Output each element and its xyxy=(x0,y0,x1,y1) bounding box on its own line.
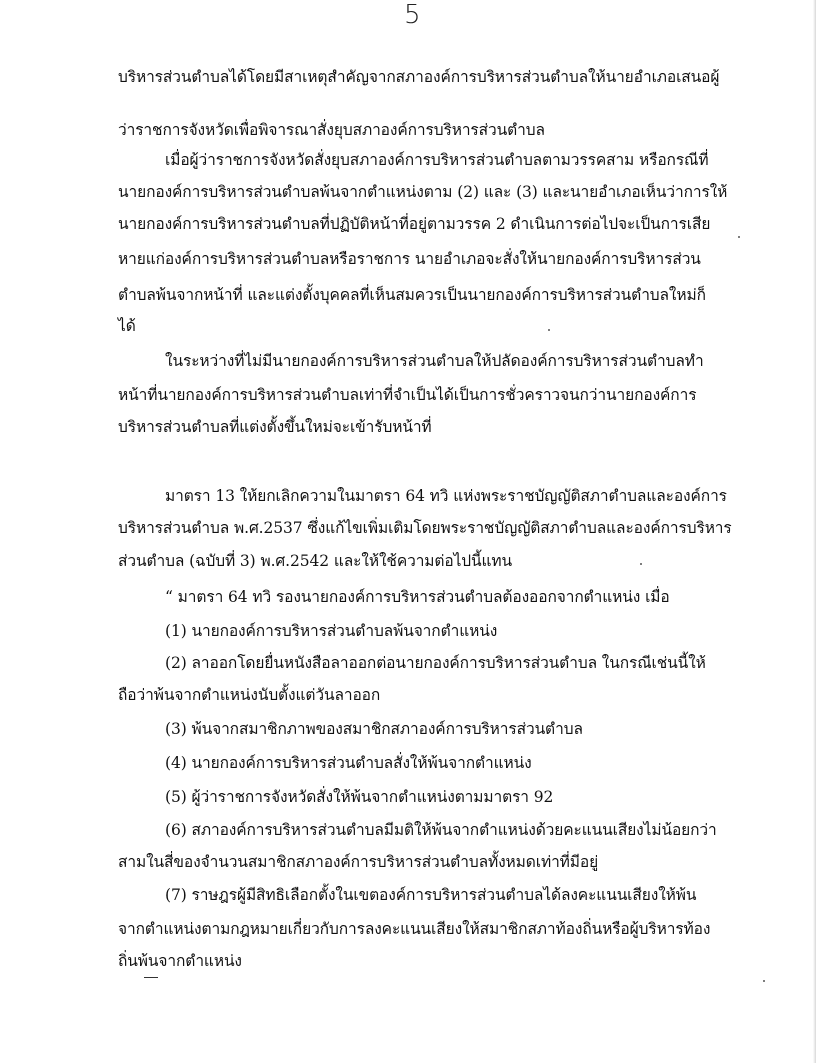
text-line: (7) ราษฎรผู้มีสิทธิเลือกตั้งในเขตองค์การบริหารส่วนตำบลได้ลงคะแนนเสียงให้พ้น xyxy=(165,886,697,904)
text-line: ในระหว่างที่ไม่มีนายกองค์การบริหารส่วนตำบลให้ปลัดองค์การบริหารส่วนตำบลทำ xyxy=(165,352,704,370)
text-line: ตำบลพ้นจากหน้าที่ และแต่งตั้งบุคคลที่เห็นสมควรเป็นนายกองค์การบริหารส่วนตำบลใหม่ก็ xyxy=(118,286,706,304)
text-line: (3) พ้นจากสมาชิกภาพของสมาชิกสภาองค์การบริหารส่วนตำบล xyxy=(165,720,583,738)
text-line: หายแก่องค์การบริหารส่วนตำบลหรือราชการ นายอำเภอจะสั่งให้นายกองค์การบริหารส่วน xyxy=(118,250,701,268)
text-line: ว่าราชการจังหวัดเพื่อพิจารณาสั่งยุบสภาองค์การบริหารส่วนตำบล xyxy=(118,121,545,139)
text-line: ถือว่าพ้นจากตำแหน่งนับตั้งแต่วันลาออก xyxy=(118,686,381,704)
scan-speck xyxy=(548,329,550,331)
page-number: 5 xyxy=(404,0,421,30)
text-line: เมื่อผู้ว่าราชการจังหวัดสั่งยุบสภาองค์การบริหารส่วนตำบลตามวรรคสาม หรือกรณีที่ xyxy=(165,151,709,169)
scan-speck xyxy=(640,563,642,565)
scan-speck xyxy=(763,980,765,982)
text-line: นายกองค์การบริหารส่วนตำบลที่ปฏิบัติหน้าที่อยู่ตามวรรค 2 ดำเนินการต่อไปจะเป็นการเสีย xyxy=(118,215,711,233)
text-line: นายกองค์การบริหารส่วนตำบลพ้นจากตำแหน่งตาม (2) และ (3) และนายอำเภอเห็นว่าการให้ xyxy=(118,183,728,201)
text-line: หน้าที่นายกองค์การบริหารส่วนตำบลเท่าที่จำเป็นได้เป็นการชั่วคราวจนกว่านายกองค์การ xyxy=(118,386,697,404)
text-line: ได้ xyxy=(118,317,136,335)
scan-speck xyxy=(738,236,740,238)
text-line: (5) ผู้ว่าราชการจังหวัดสั่งให้พ้นจากตำแหน่งตามมาตรา 92 xyxy=(165,788,554,806)
text-line: สามในสี่ของจำนวนสมาชิกสภาองค์การบริหารส่วนตำบลทั้งหมดเท่าที่มีอยู่ xyxy=(118,853,599,871)
text-line: มาตรา 13 ให้ยกเลิกความในมาตรา 64 ทวิ แห่งพระราชบัญญัติสภาตำบลและองค์การ xyxy=(165,487,727,505)
text-line: (2) ลาออกโดยยื่นหนังสือลาออกต่อนายกองค์การบริหารส่วนตำบล ในกรณีเช่นนี้ให้ xyxy=(165,654,706,672)
text-line: ส่วนตำบล (ฉบับที่ 3) พ.ศ.2542 และให้ใช้ความต่อไปนี้แทน xyxy=(118,552,513,570)
scan-mark xyxy=(144,977,158,978)
text-line: จากตำแหน่งตามกฎหมายเกี่ยวกับการลงคะแนนเสียงให้สมาชิกสภาท้องถิ่นหรือผู้บริหารท้อง xyxy=(118,920,711,938)
text-line: (1) นายกองค์การบริหารส่วนตำบลพ้นจากตำแหน่ง xyxy=(165,622,498,640)
text-line: (6) สภาองค์การบริหารส่วนตำบลมีมติให้พ้นจากตำแหน่งด้วยคะแนนเสียงไม่น้อยกว่า xyxy=(165,821,717,839)
text-line: ถิ่นพ้นจากตำแหน่ง xyxy=(118,952,242,970)
text-line: บริหารส่วนตำบลที่แต่งตั้งขึ้นใหม่จะเข้ารับหน้าที่ xyxy=(118,418,432,436)
text-line: “ มาตรา 64 ทวิ รองนายกองค์การบริหารส่วนตำบลต้องออกจากตำแหน่ง เมื่อ xyxy=(165,588,670,606)
text-line: บริหารส่วนตำบลได้โดยมีสาเหตุสำคัญจากสภาองค์การบริหารส่วนตำบลให้นายอำเภอเสนอผู้ xyxy=(118,68,720,86)
text-line: (4) นายกองค์การบริหารส่วนตำบลสั่งให้พ้นจากตำแหน่ง xyxy=(165,754,532,772)
text-line: บริหารส่วนตำบล พ.ศ.2537 ซึ่งแก้ไขเพิ่มเติมโดยพระราชบัญญัติสภาตำบลและองค์การบริหาร xyxy=(118,519,732,537)
